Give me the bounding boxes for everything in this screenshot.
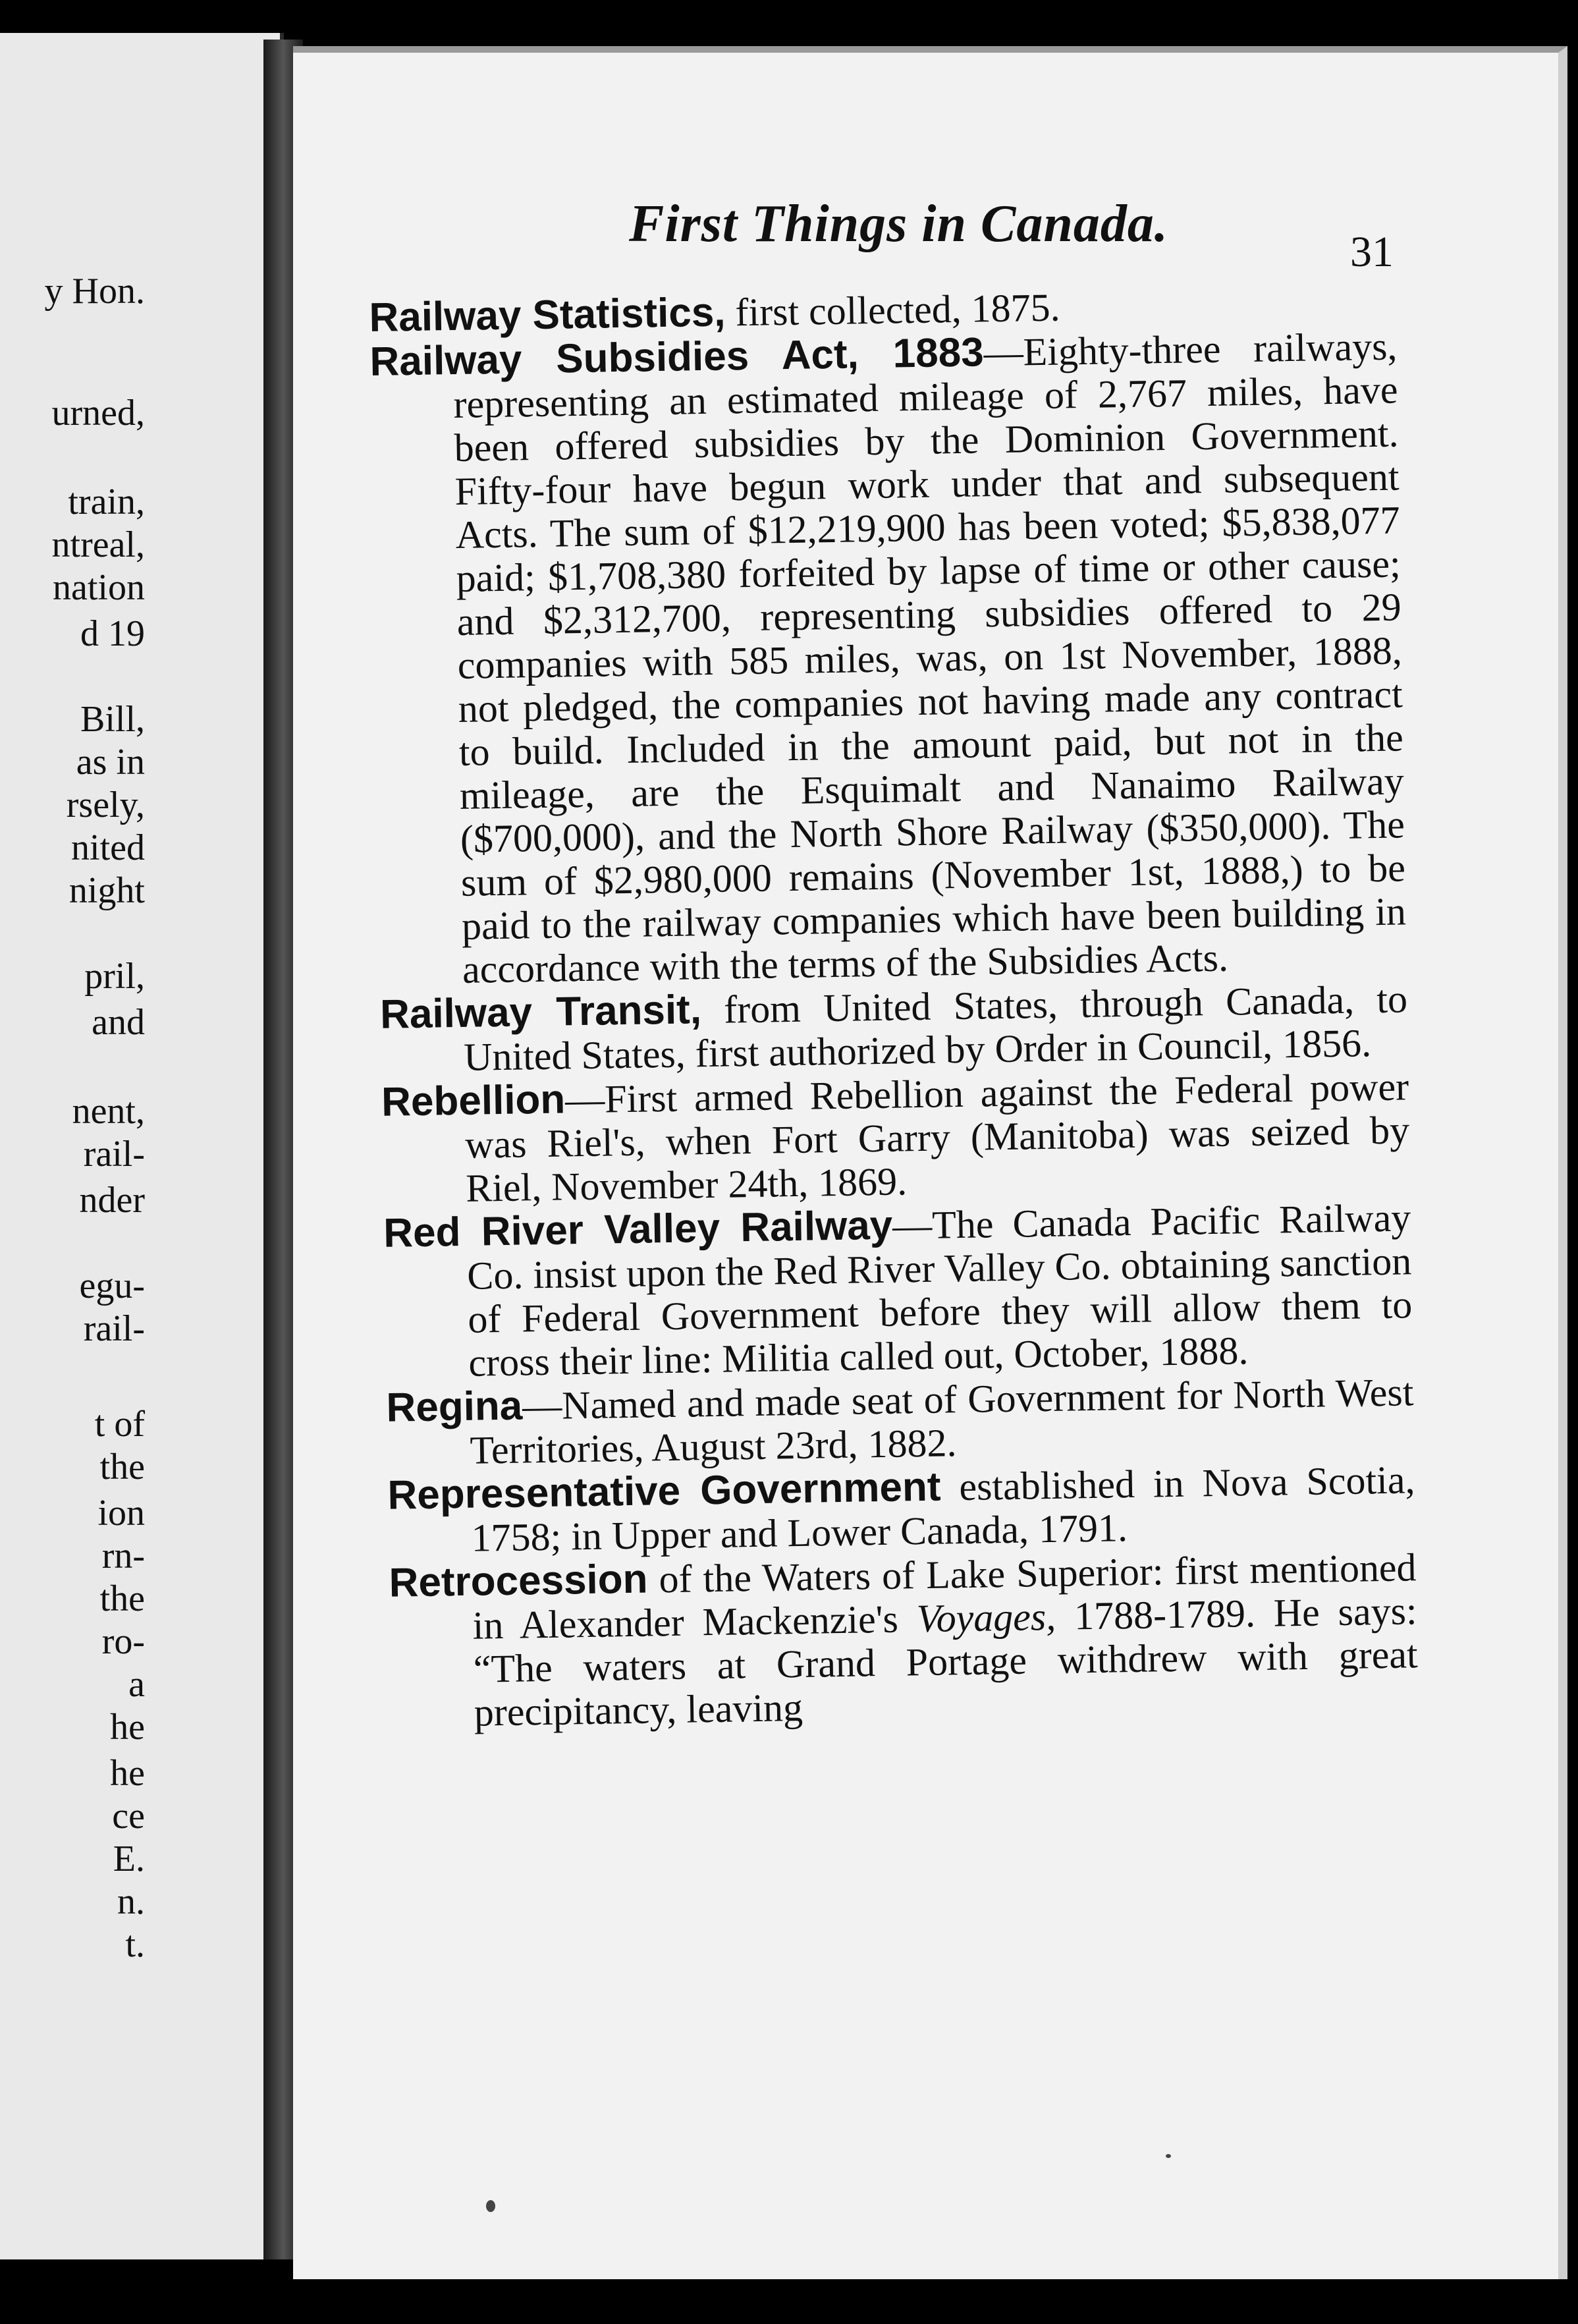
left-fragment: rn-: [101, 1536, 145, 1576]
entry-text: —The Canada Pacific Railway Co. insist upon the Red River Valley Co. obtaining sanction of Federal Government before they will allow them to cross their line: Militia called out, October, 1888.: [466, 1196, 1413, 1385]
entry-text: —First armed Rebellion against the Federal power was Riel's, when Fort Garry (Manitoba) was seized by Riel, November 24th, 1869.: [464, 1065, 1410, 1210]
left-fragment: rail-: [83, 1134, 145, 1175]
entry-retrocession: [389, 1545, 1419, 1735]
left-fragment: night: [68, 870, 145, 911]
entry-text: from United States, through Canada, to United States, first authorized by Order in Council, 1856.: [463, 977, 1408, 1079]
left-fragment: pril,: [84, 956, 145, 997]
entry-railway-transit: [380, 977, 1409, 1080]
entry-text: —Named and made seat of Government for North West Territories, August 23rd, 1882.: [470, 1370, 1414, 1472]
left-fragment: d 19: [80, 613, 145, 654]
entry-text-continued: 1788-1789. He says: “The waters at Grand Portage withdrew with great precipitancy, leaving: [473, 1589, 1419, 1734]
left-fragment: ntreal,: [51, 524, 145, 565]
left-fragment: the: [99, 1578, 145, 1619]
left-fragment: y Hon.: [44, 271, 145, 312]
left-fragment: t.: [125, 1924, 145, 1965]
left-fragment: t of: [94, 1404, 145, 1445]
entry-term: Representative Government: [387, 1464, 941, 1518]
left-fragment: urned,: [51, 393, 145, 433]
entry-term: Railway Statistics,: [368, 289, 726, 341]
entry-text: first collected, 1875.: [724, 285, 1061, 335]
left-fragment: egu-: [79, 1265, 145, 1306]
left-fragment: E.: [113, 1839, 145, 1879]
left-fragment: nation: [53, 567, 145, 608]
left-fragment: he: [110, 1707, 145, 1748]
left-fragment: rsely,: [66, 785, 145, 825]
entry-term: Retrocession: [389, 1556, 648, 1606]
paper-speck: [486, 2200, 495, 2212]
entry-term: Regina: [385, 1383, 523, 1431]
entry-term: Rebellion: [381, 1076, 566, 1125]
left-fragment: he: [110, 1753, 145, 1794]
left-fragment: nited: [71, 827, 145, 868]
entry-text: of the Waters of Lake Superior: first mentioned in Alexander Mackenzie's: [472, 1545, 1417, 1647]
left-fragment: nent,: [72, 1091, 145, 1132]
entry-railway-subsidies-act: [369, 324, 1407, 992]
page-body: [369, 280, 1419, 1736]
left-fragment: rail-: [83, 1308, 145, 1349]
left-page: [0, 33, 284, 2259]
left-fragment: and: [92, 1002, 145, 1043]
left-fragment: train,: [68, 482, 145, 522]
left-fragment: the: [99, 1447, 145, 1487]
entry-red-river-valley-railway: [383, 1196, 1413, 1385]
entry-term: Railway Transit,: [379, 987, 702, 1038]
entry-term: Railway Subsidies Act, 1883: [369, 329, 985, 385]
left-fragment: ro-: [101, 1621, 145, 1662]
left-fragment: a: [128, 1664, 145, 1705]
entry-term: Red River Valley Railway: [383, 1202, 893, 1256]
entry-text: established in Nova Scotia, 1758; in Upper and Lower Canada, 1791.: [471, 1458, 1415, 1560]
entry-regina: [386, 1370, 1415, 1473]
left-fragment: as in: [76, 742, 145, 783]
running-header: First Things in Canada.: [629, 195, 1168, 253]
left-fragment: Bill,: [80, 699, 145, 740]
left-fragment: ce: [112, 1796, 145, 1837]
left-fragment: ion: [97, 1493, 145, 1534]
entry-representative-government: [387, 1458, 1416, 1561]
paper-speck: [1166, 2154, 1171, 2158]
book-title-italic: Voyages,: [916, 1594, 1056, 1641]
page-number: 31: [1350, 228, 1394, 276]
left-fragment: n.: [117, 1881, 145, 1922]
entry-text: —Eighty-three railways, representing an estimated mileage of 2,767 miles, have been offered subsidies by the Dominion Government. Fifty-four have begun work under that and subsequent Acts. The sum of $12,219,900 has been voted; $5,838,077 paid; $1,708,380 forfeited by lapse of time or other cause; and $2,312,700, representing subsidies offered to 29 companies with 585 miles, was, on 1st November, 1888, not pledged, the companies not having made any contract to build. Included in the amount paid, but not in the mileage, are the Esquimalt and Nanaimo Railway ($700,000), and the North Shore Railway ($350,000). The sum of $2,980,000 remains (November 1st, 1888,) to be paid to the railway companies which have been building in accordance with the terms of the Subsidies Acts.: [453, 324, 1407, 991]
left-fragment: nder: [79, 1180, 145, 1221]
entry-rebellion: [381, 1065, 1411, 1211]
